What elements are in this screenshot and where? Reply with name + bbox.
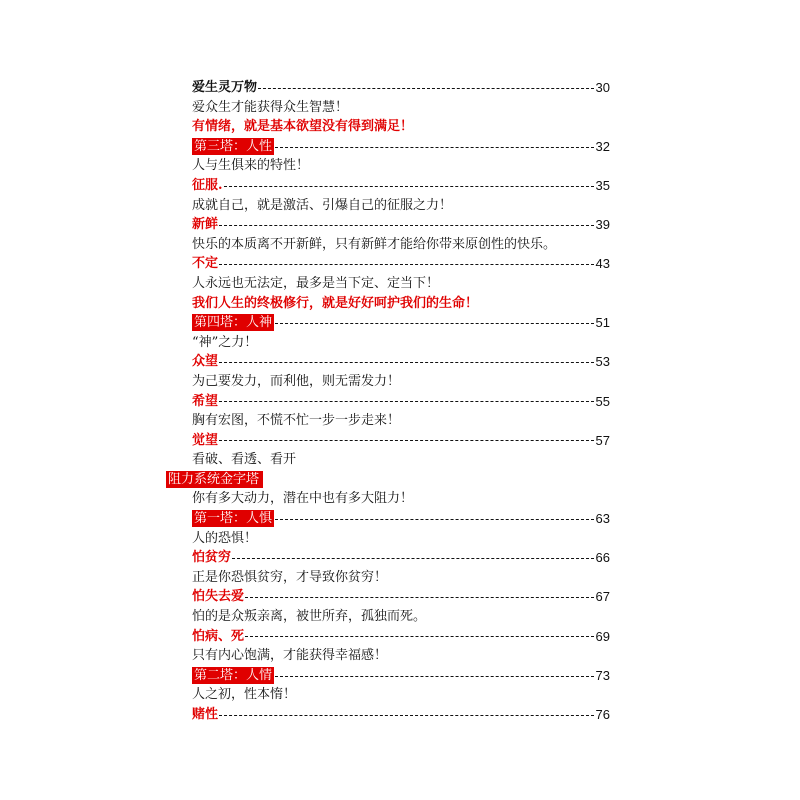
dot-leader [275,323,594,324]
entry-description: 正是你恐惧贫穷，才导致你贫穷！ [192,569,388,585]
entry-description: 成就自己，就是激活、引爆自己的征服之力！ [192,197,453,213]
toc-row [0,254,800,274]
toc-entry[interactable] [192,352,610,372]
entry-description: 人之初，性本惰！ [192,687,297,703]
toc-entry[interactable] [192,587,610,607]
toc-row [0,666,800,686]
table-of-contents [0,78,800,725]
toc-row [0,705,800,725]
toc-entry[interactable] [192,431,610,451]
entry-title: 赌性 [192,707,219,722]
page-number: 51 [595,315,610,331]
dot-leader [219,715,594,716]
toc-entry[interactable] [192,509,610,529]
toc-row [0,196,800,216]
entry-description: 怕的是众叛亲离，被世所弃，孤独而死。 [192,609,427,625]
toc-row [0,392,800,412]
toc-entry[interactable] [192,392,610,412]
toc-row [0,450,800,470]
toc-row [0,607,800,627]
entry-description: 胸有宏图，不慌不忙一步一步走来！ [192,413,401,429]
page-number: 69 [595,628,610,644]
emphasis-line: 我们人生的终极修行，就是好好呵护我们的生命！ [192,295,479,311]
toc-row [0,431,800,451]
toc-row [0,215,800,235]
entry-description: 为己要发力，而利他，则无需发力！ [192,373,401,389]
toc-entry[interactable] [192,254,610,274]
tower-heading: 第三塔：人性 [194,139,273,155]
toc-row [0,333,800,353]
section-heading[interactable]: 阻力系统金字塔 [166,471,263,488]
entry-description: 爱众生才能获得众生智慧！ [192,99,349,115]
page-number: 73 [595,667,610,683]
toc-row [0,489,800,509]
entry-title: 众望 [192,354,219,370]
page-number: 39 [595,217,610,233]
page-number: 53 [595,354,610,370]
tower-heading: 第二塔：人情 [194,668,273,684]
toc-entry[interactable] [192,137,610,157]
toc-entry[interactable] [192,215,610,235]
toc-row [0,176,800,196]
entry-title: 怕贫穷 [192,550,232,566]
toc-row [0,372,800,392]
toc-row [0,646,800,666]
toc-entry[interactable] [192,176,610,196]
entry-description: 人的恐惧！ [192,530,258,546]
dot-leader [275,147,594,148]
entry-title: 新鲜 [192,217,219,233]
entry-description: 只有内心饱满，才能获得幸福感！ [192,648,388,664]
page-number: 66 [595,550,610,566]
toc-row [0,98,800,118]
toc-row [0,548,800,568]
entry-title: 怕失去爱 [192,589,245,605]
dot-leader [275,519,594,520]
toc-row [0,352,800,372]
dot-leader [219,401,594,402]
page-number: 76 [595,707,610,722]
entry-title: 觉望 [192,432,219,448]
toc-entry[interactable] [192,313,610,333]
page-number: 32 [595,138,610,154]
toc-row [0,685,800,705]
toc-row [0,117,800,137]
toc-row [0,78,800,98]
dot-leader [219,264,594,265]
toc-entry[interactable] [192,666,610,686]
toc-row [0,509,800,529]
toc-row [0,235,800,255]
toc-entry[interactable] [192,548,610,568]
toc-entry[interactable] [192,705,610,725]
toc-row [0,274,800,294]
dot-leader [258,88,594,89]
entry-description: 人与生俱来的特性！ [192,158,310,174]
entry-description: 看破、看透、看开 [192,452,297,468]
entry-description: 你有多大动力，潜在中也有多大阻力！ [192,491,414,507]
dot-leader [245,597,594,598]
dot-leader [219,440,594,441]
toc-entry[interactable] [192,78,610,98]
page-number: 63 [595,511,610,527]
page-number: 57 [595,432,610,448]
page-number: 55 [595,393,610,409]
entry-title: 怕病、死 [192,628,245,644]
tower-heading: 第四塔：人神 [194,315,273,331]
toc-row [0,411,800,431]
toc-row [0,294,800,314]
page-number: 35 [595,177,610,193]
entry-title: 征服. [192,177,223,193]
toc-row [0,568,800,588]
dot-leader [219,362,594,363]
toc-row [0,627,800,647]
toc-entry[interactable] [192,627,610,647]
page-number: 43 [595,256,610,272]
page-number: 67 [595,589,610,605]
entry-description: 人永远也无法定，最多是当下定、定当下！ [192,275,440,291]
toc-row [0,470,800,490]
entry-title: 不定 [192,256,219,272]
entry-description: “神”之力！ [192,334,258,350]
entry-title: 希望 [192,393,219,409]
tower-heading: 第一塔：人惧 [194,511,273,527]
toc-row [0,137,800,157]
dot-leader [224,186,594,187]
entry-description: 快乐的本质离不开新鲜，只有新鲜才能给你带来原创性的快乐。 [192,236,557,252]
toc-row [0,313,800,333]
dot-leader [245,636,594,637]
entry-title: 爱生灵万物 [192,80,258,95]
toc-row [0,529,800,549]
dot-leader [275,676,594,677]
page-number: 30 [595,80,610,95]
emphasis-line: 有情绪，就是基本欲望没有得到满足！ [192,119,414,135]
dot-leader [219,225,594,226]
toc-row [0,156,800,176]
toc-row [0,587,800,607]
dot-leader [232,558,594,559]
